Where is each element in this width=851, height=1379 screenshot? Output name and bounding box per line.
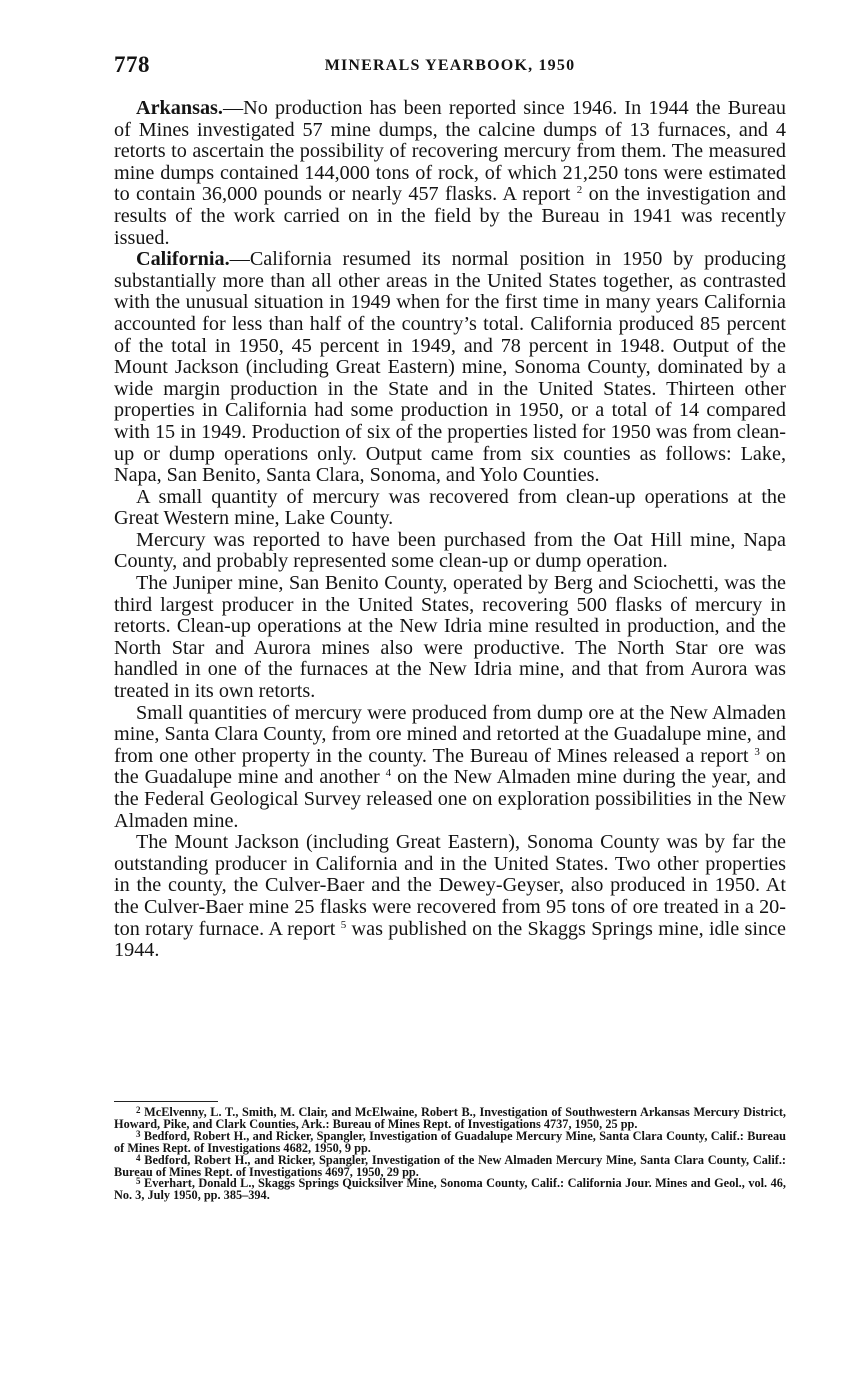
footnote-text: Everhart, Donald L., Skaggs Springs Quicksilver Mine, Sonoma County, Calif.: California Jour. Mines and Geol., vol. 46, No. 3, July 1950, pp. 385–394. [114, 1176, 786, 1203]
running-head: MINERALS YEARBOOK, 1950 [324, 57, 576, 74]
footnote-5 [114, 1178, 786, 1202]
body-text [114, 98, 786, 962]
heading-arkansas: Arkansas. [136, 97, 223, 119]
footnote-text: McElvenny, L. T., Smith, M. Clair, and McElwaine, Robert B., Investigation of Southwestern Arkansas Mercury District, Howard, Pike, and Clark Counties, Ark.: Bureau of Mines Rept. of Investigations 4737, 1950, 25 pp. [114, 1105, 786, 1131]
footnote-mark: 4 [136, 1152, 141, 1163]
santa-clara-text-2: on the Guadalupe mine and another [114, 744, 787, 789]
sonoma-text-2: was published on the Skaggs Springs mine, idle since 1944. [114, 917, 787, 962]
footnote-ref-2: 2 [576, 184, 583, 197]
footnote-2 [114, 1107, 786, 1131]
arkansas-text-2: on the investigation and results of the work carried on in the field by the Bureau in 1941 was recently issued. [114, 183, 786, 249]
sonoma-text-1: The Mount Jackson (including Great Eastern), Sonoma County was by far the outstanding producer in California and in the United States. Two other properties in the county, the Culver-Baer and the Dewey-Geyser, also produced in 1950. At the Culver-Baer mine 25 flasks were recovered from 95 tons of ore treated in a 20-ton rotary furnace. A report [114, 831, 786, 940]
footnotes [114, 1107, 786, 1202]
california-text: —California resumed its normal position in 1950 by producing substantially more than all other areas in the United States together, as contrasted with the unusual situation in 1949 when for the first time in many years California accounted for less than half of the country’s total. California produced 85 percent of the total in 1950, 45 percent in 1949, and 78 percent in 1948. Output of the Mount Jackson (including Great Eastern) mine, Sonoma County, dominated by a wide margin production in the State and in the United States. Thirteen other properties in California had some production in 1950, or a total of 14 compared with 15 in 1949. Production of six of the properties listed for 1950 was from clean-up or dump operations only. Output came from six counties as follows: Lake, Napa, San Benito, Santa Clara, Sonoma, and Yolo Counties. [114, 248, 786, 487]
footnote-4 [114, 1152, 786, 1179]
santa-clara-text-3: on the New Almaden mine during the year, and the Federal Geological Survey released one on exploration possibilities in the New Almaden mine. [114, 766, 786, 832]
page-number: 778 [114, 52, 150, 77]
paragraph-california [114, 249, 786, 487]
footnote-ref-5: 5 [340, 918, 347, 931]
page-header [114, 52, 786, 82]
paragraph-lake-county: A small quantity of mercury was recovered from clean-up operations at the Great Western mine, Lake County. [114, 485, 786, 530]
footnote-text: Bedford, Robert H., and Ricker, Spangler, Investigation of Guadalupe Mercury Mine, Santa Clara County, Calif.: Bureau of Mines Rept. of Investigations 4682, 1950, 9 pp. [114, 1128, 786, 1155]
paragraph-arkansas [114, 98, 786, 249]
paragraph-napa-county: Mercury was reported to have been purchased from the Oat Hill mine, Napa County, and probably represented some clean-up or dump operation. [114, 528, 786, 573]
heading-california: California. [136, 248, 230, 271]
footnote-mark: 2 [136, 1105, 141, 1115]
footnote-ref-3: 3 [754, 745, 760, 758]
santa-clara-text-1: Small quantities of mercury were produced from dump ore at the New Almaden mine, Santa Clara County, from ore mined and retorted at the Guadalupe mine, and from one other property in the county. The Bureau of Mines released a report [114, 701, 786, 767]
paragraph-santa-clara-county [114, 703, 786, 833]
footnote-mark: 5 [136, 1176, 141, 1187]
arkansas-text-1: —No production has been reported since 1946. In 1944 the Bureau of Mines investigated 57 mine dumps, the calcine dumps of 13 furnaces, and 4 retorts to ascertain the possibility of recovering mercury from them. The measured mine dumps contained 144,000 tons of rock, of which 21,250 tons were estimated to contain 36,000 pounds or nearly 457 flasks. A report [114, 97, 786, 206]
footnote-mark: 3 [136, 1128, 141, 1139]
paragraph-sonoma-county [114, 832, 786, 962]
paragraph-san-benito-county: The Juniper mine, San Benito County, operated by Berg and Sciochetti, was the third largest producer in the United States, recovering 500 flasks of mercury in retorts. Clean-up operations at the New Idria mine resulted in production, and the North Star and Aurora mines also were productive. The North Star ore was handled in one of the furnaces at the New Idria mine, and that from Aurora was treated in its own retorts. [114, 572, 786, 703]
footnote-text: Bedford, Robert H., and Ricker, Spangler, Investigation of the New Almaden Mercury Mine, Santa Clara County, Calif.: Bureau of Mines Rept. of Investigations 4697, 1950, 29 pp. [114, 1152, 786, 1179]
footnote-ref-4: 4 [385, 767, 392, 780]
footnote-3 [114, 1128, 786, 1155]
footnote-divider [114, 1101, 218, 1102]
